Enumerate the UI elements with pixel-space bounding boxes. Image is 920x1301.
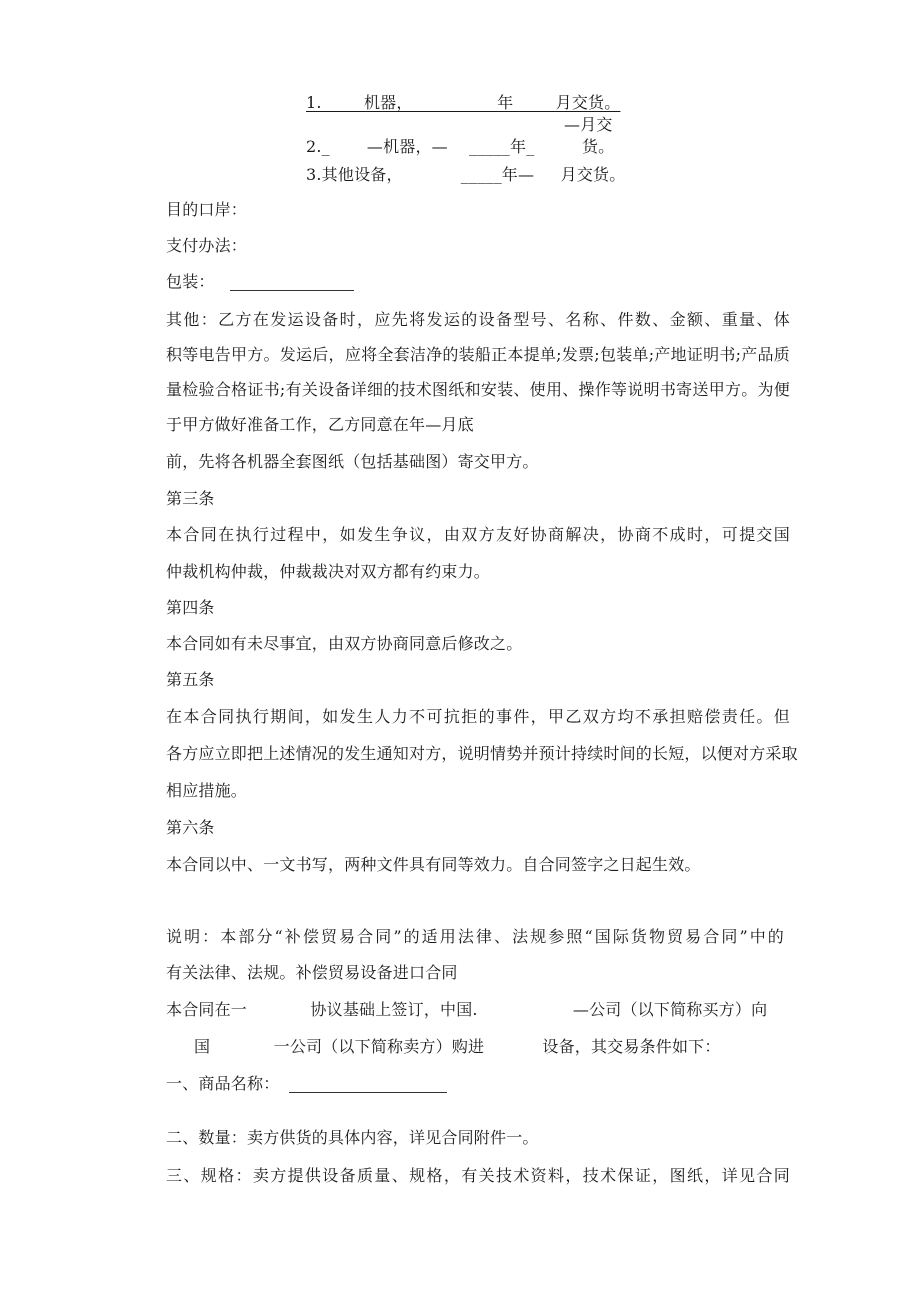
- other-line-2: 积等电告甲方。发运后，应将全套洁净的装船正本提单;发票;包装单;产地证明书;产品质: [166, 345, 790, 364]
- article-6-title: 第六条: [166, 818, 215, 837]
- article-3-title: 第三条: [166, 489, 215, 508]
- intro-line-2: 国 一公司（以下简称卖方）购进 设备，其交易条件如下：: [194, 1037, 721, 1056]
- delivery-item-2: 2._ —机器，— _____年_ 货。: [306, 137, 615, 156]
- clause-2-quantity: 二、数量：卖方供货的具体内容，详见合同附件一。: [166, 1128, 539, 1147]
- note-line-1: 说明：本部分“补偿贸易合同”的适用法律、法规参照“国际货物贸易合同”中的: [166, 927, 784, 946]
- packing-label: 包装：: [166, 272, 215, 291]
- delivery-item-1-continuation: —月交: [564, 115, 613, 134]
- port-label: 目的口岸：: [166, 200, 248, 219]
- delivery-item-3: 3.其他设备， _____年— 月交货。: [306, 165, 626, 184]
- intro-line-1: 本合同在一 协议基础上签订，中国. —公司（以下简称买方）向: [166, 1000, 768, 1019]
- article-3-line-1: 本合同在执行过程中，如发生争议，由双方友好协商解决，协商不成时，可提交国: [166, 525, 790, 544]
- product-name-blank: [289, 1078, 447, 1093]
- article-3-line-2: 仲裁机构仲裁，仲裁裁决对双方都有约束力。: [166, 562, 491, 581]
- other-line-5: 前，先将各机器全套图纸（包括基础图）寄交甲方。: [166, 452, 539, 471]
- article-4-line-1: 本合同如有未尽事宜，由双方协商同意后修改之。: [166, 634, 523, 653]
- other-line-1: 其他：乙方在发运设备时，应先将发运的设备型号、名称、件数、金额、重量、体: [166, 310, 790, 329]
- article-4-title: 第四条: [166, 598, 215, 617]
- other-line-4: 于甲方做好准备工作，乙方同意在年—月底: [166, 415, 474, 434]
- article-5-title: 第五条: [166, 670, 215, 689]
- clause-1-product-name: 一、商品名称：: [166, 1074, 280, 1093]
- other-line-3: 量检验合格证书;有关设备详细的技术图纸和安装、使用、操作等说明书寄送甲方。为便: [166, 380, 790, 399]
- packing-blank: [230, 276, 354, 291]
- article-5-line-2: 各方应立即把上述情况的发生通知对方，说明情势并预计持续时间的长短，以便对方采取: [166, 744, 798, 763]
- delivery-item-1: 1. 机器， 年 月交货。: [306, 93, 621, 112]
- article-5-line-3: 相应措施。: [166, 781, 248, 800]
- article-5-line-1: 在本合同执行期间，如发生人力不可抗拒的事件，甲乙双方均不承担赔偿责任。但: [166, 707, 790, 726]
- note-line-2: 有关法律、法规。补偿贸易设备进口合同: [166, 963, 458, 982]
- clause-3-specification: 三、规格：卖方提供设备质量、规格，有关技术资料，技术保证，图纸，详见合同: [166, 1166, 790, 1185]
- article-6-line-1: 本合同以中、一文书写，两种文件具有同等效力。自合同签字之日起生效。: [166, 855, 701, 874]
- payment-label: 支付办法：: [166, 236, 248, 255]
